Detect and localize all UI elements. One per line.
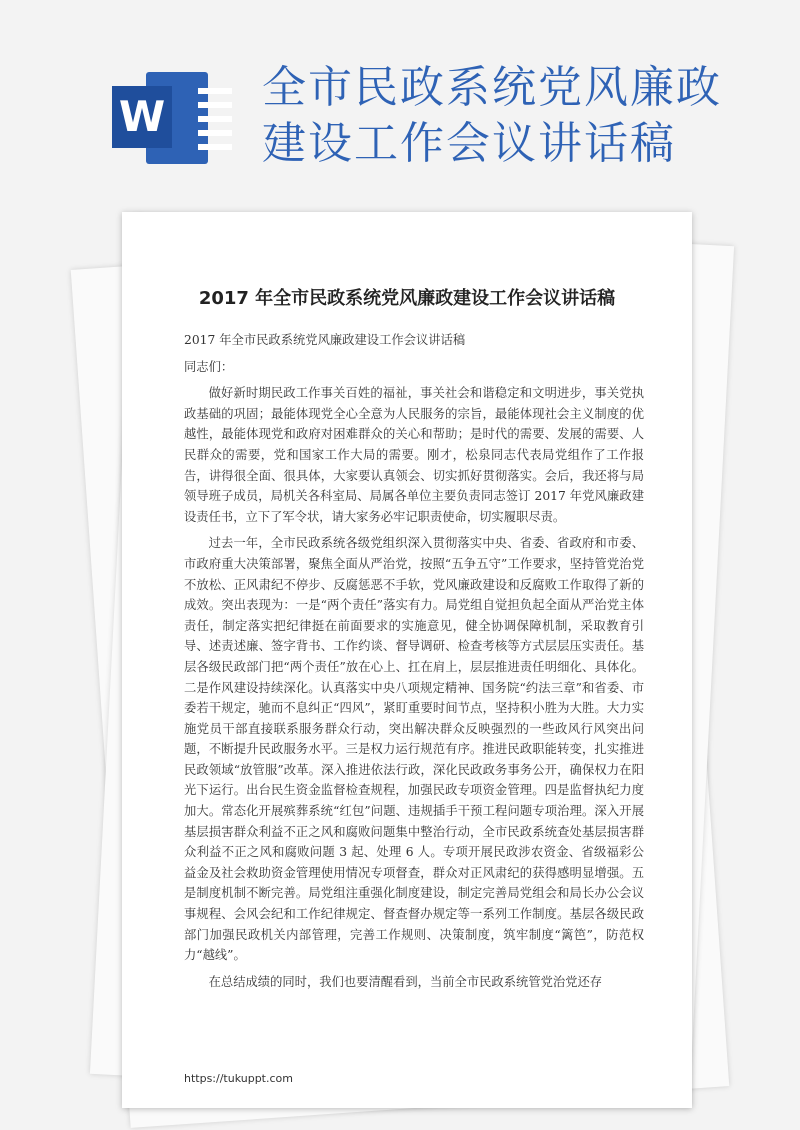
- salutation: 同志们：: [184, 359, 234, 374]
- word-letter: W: [112, 86, 172, 148]
- footer-url: https://tukuppt.com: [184, 1072, 293, 1085]
- document-title: 2017 年全市民政系统党风廉政建设工作会议讲话稿: [198, 288, 616, 309]
- document-subtitle: 2017 年全市民政系统党风廉政建设工作会议讲话稿: [184, 333, 466, 347]
- document-body: [184, 330, 644, 992]
- paragraph-2: 过去一年，全市民政系统各级党组织深入贯彻落实中央、省委、省政府和市委、市政府重大决策部署，聚焦全面从严治党，按照“五争五守”工作要求，坚持管党治党不放松、正风肃纪不停步、反腐惩恶不手软，党风廉政建设和反腐败工作取得了新的成效。突出表现为：一是“两个责任”落实有力。局党组自觉担负起全面从严治党主体责任，制定落实把纪律挺在前面要求的实施意见，健全协调保障机制，采取教育引导、述责述廉、签字背书、工作约谈、督导调研、检查考核等方式层层压实责任。基层各级民政部门把“两个责任”放在心上、扛在肩上，层层推进责任明细化、具体化。二是作风建设持续深化。认真落实中央八项规定精神、国务院“约法三章”和省委、市委若干规定，驰而不息纠正“四风”，紧盯重要时间节点，坚持积小胜为大胜。大力实施党员干部直接联系服务群众行动，突出解决群众反映强烈的一些政风行风突出问题，不断提升民政服务水平。三是权力运行规范有序。推进民政职能转变，扎实推进民政领域“放管服”改革。深入推进依法行政，深化民政政务事务公开，确保权力在阳光下运行。出台民生资金监督检查规程，加强民政专项资金管理。四是监督执纪力度加大。常态化开展殡葬系统“红包”问题、违规插手干预工程问题专项治理。深入开展基层损害群众利益不正之风和腐败问题集中整治行动，全市民政系统查处基层损害群众利益不正之风和腐败问题 3 起、处理 6 人。专项开展民政涉农资金、省级福彩公益金及社会救助资金管理使用情况专项督查，群众对正风肃纪的获得感明显增强。五是制度机制不断完善。局党组注重强化制度建设，制定完善局党组会和局长办公会议事规程、会风会纪和工作纪律规定、督查督办规定等一系列工作制度。基层各级民政部门加强民政机关内部管理，完善工作规则、决策制度，筑牢制度“篱笆”，防范权力“越线”。: [184, 536, 644, 963]
- paragraph-3: 在总结成绩的同时，我们也要清醒看到，当前全市民政系统管党治党还存: [208, 974, 603, 989]
- paragraph-1: 做好新时期民政工作事关百姓的福祉，事关社会和谐稳定和文明进步，事关党执政基础的巩固；最能体现党全心全意为人民服务的宗旨，最能体现社会主义制度的优越性，最能体现党和政府对困难群众的关心和帮助；是时代的需要、发展的需要、人民群众的需要，党和国家工作大局的需要。刚才，松泉同志代表局党组作了工作报告，讲得很全面、很具体，大家要认真领会、切实抓好贯彻落实。会后，我还将与局领导班子成员，局机关各科室局、局属各单位主要负责同志签订 2017 年党风廉政建设责任书，立下了军令状，请大家务必牢记职责使命，切实履职尽责。: [184, 386, 644, 524]
- document-page: [122, 212, 692, 1108]
- banner-title: 全市民政系统党风廉政建设工作会议讲话稿: [262, 62, 722, 169]
- word-document-icon: [112, 72, 212, 164]
